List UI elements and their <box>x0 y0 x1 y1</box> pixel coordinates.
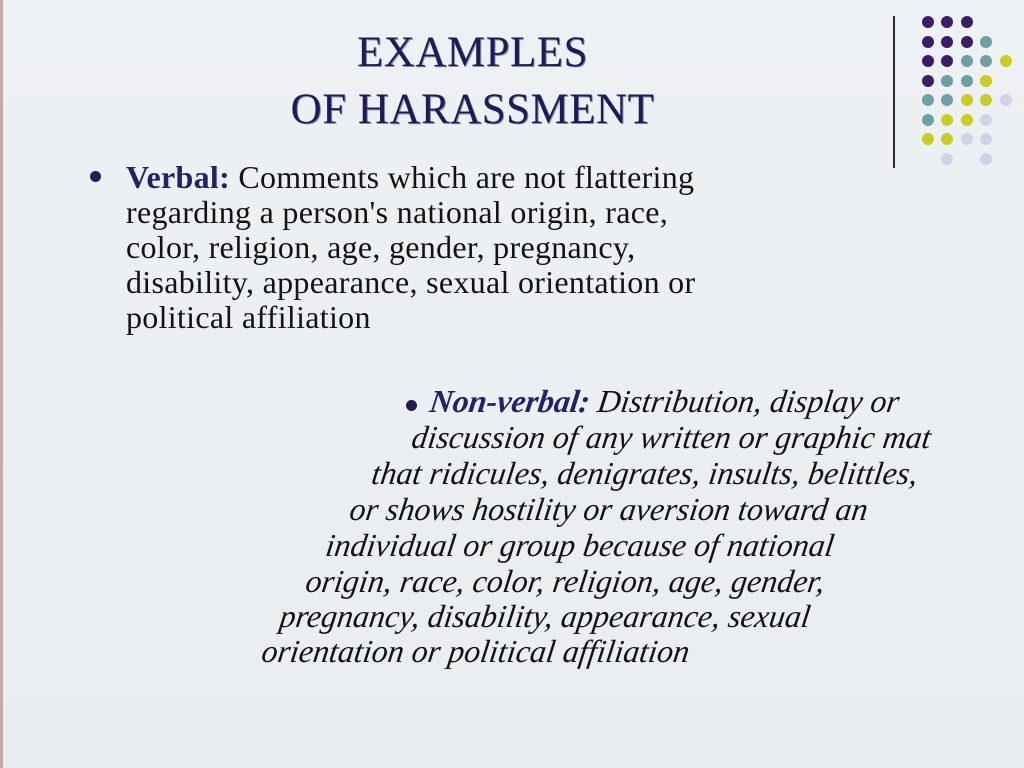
decorative-dot <box>961 133 973 145</box>
decorative-dot <box>922 16 934 28</box>
title-line-1: EXAMPLES <box>357 29 588 76</box>
decorative-dot <box>961 94 973 106</box>
title-line-2: OF HARASSMENT <box>290 86 655 133</box>
decorative-dot <box>941 36 953 48</box>
decorative-dot <box>922 36 934 48</box>
nonverbal-line-4: or shows hostility or aversion toward an <box>347 491 871 527</box>
decorative-dot <box>961 75 973 87</box>
decorative-dot <box>980 75 992 87</box>
decorative-dot <box>922 114 934 126</box>
nonverbal-line-2: discussion of any written or graphic mat <box>409 419 934 455</box>
decorative-dot <box>1000 94 1012 106</box>
nonverbal-line-1: Non-verbal: Distribution, display or <box>427 383 902 419</box>
bullet-dot-icon <box>90 171 101 182</box>
decorative-dot <box>941 94 953 106</box>
verbal-text <box>126 160 926 335</box>
nonverbal-line-7: pregnancy, disability, appearance, sexual <box>277 598 813 634</box>
decorative-dot <box>980 114 992 126</box>
decorative-dot <box>980 153 992 165</box>
decorative-dot <box>941 133 953 145</box>
nonverbal-line-5: individual or group because of national <box>323 527 837 563</box>
decorative-dot <box>980 36 992 48</box>
decorative-dot <box>922 133 934 145</box>
decorative-dot <box>961 16 973 28</box>
decorative-dot <box>941 55 953 67</box>
decorative-dot <box>922 55 934 67</box>
decorative-dot <box>922 94 934 106</box>
nonverbal-line-8: orientation or political affiliation <box>259 633 693 669</box>
decorative-dot <box>1000 55 1012 67</box>
nonverbal-line-6: origin, race, color, religion, age, gender, <box>303 563 828 599</box>
decorative-dot <box>961 36 973 48</box>
decorative-dot <box>980 94 992 106</box>
decorative-dot <box>941 16 953 28</box>
nonverbal-line-3: that ridicules, denigrates, insults, belittles, <box>369 455 921 491</box>
decorative-dot <box>980 133 992 145</box>
decorative-dot <box>941 114 953 126</box>
decorative-dot <box>961 114 973 126</box>
decorative-dot <box>961 55 973 67</box>
decorative-dot <box>922 75 934 87</box>
left-edge-line <box>0 0 3 768</box>
bullet-dot-icon <box>406 400 417 411</box>
decorative-dot <box>980 55 992 67</box>
verbal-line-4: disability, appearance, sexual orientation or <box>126 264 696 300</box>
verbal-label: Verbal: <box>126 159 231 195</box>
vertical-divider <box>893 16 895 168</box>
slide-title <box>200 24 745 138</box>
decorative-dot <box>941 153 953 165</box>
decorative-dot <box>941 75 953 87</box>
verbal-line-5: political affiliation <box>126 299 371 335</box>
nonverbal-label: Non-verbal: <box>427 383 593 419</box>
verbal-line-2: regarding a person's national origin, race, <box>126 194 669 230</box>
verbal-line-3: color, religion, age, gender, pregnancy, <box>126 229 636 265</box>
verbal-line-1: Comments which are not flattering <box>238 159 695 195</box>
